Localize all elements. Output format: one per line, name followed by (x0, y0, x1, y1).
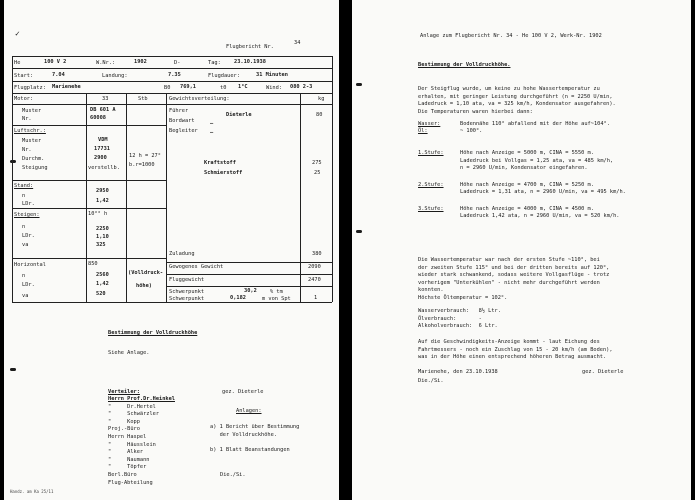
steigen-v3: 325 (96, 242, 106, 248)
zuladung-label: Zuladung (169, 251, 195, 257)
anlagen-item: a) 1 Bericht über Bestimmung (210, 424, 300, 430)
flugplatz-value: Marienehe (52, 84, 81, 90)
steigen-time: 10°° h (88, 211, 108, 217)
tag-label: Tag: (208, 60, 221, 66)
rule (12, 180, 166, 181)
horizontal-v3: 520 (96, 291, 106, 297)
schwerpunkt2-tail: 1 (314, 295, 318, 301)
stufe-line: n = 2960 U/min, Kondensator eingefahren. (460, 165, 588, 171)
rule (12, 56, 13, 302)
steigen-va: va (22, 242, 29, 248)
begleiter-label: Begleiter (169, 128, 198, 134)
motor-label: Motor: (14, 96, 34, 102)
kraftstoff-kg: 275 (312, 160, 322, 166)
luft-v1: VDM (98, 137, 108, 143)
schwerpunkt1-unit: % tm (270, 289, 283, 295)
muster-label: Muster (22, 108, 42, 114)
horizontal-va: va (22, 293, 29, 299)
gewicht-header: Gewichtsverteilung: (169, 96, 230, 102)
anlagen-item: b) 1 Blatt Beanstandungen (210, 447, 290, 453)
t0-label: t0 (220, 85, 227, 91)
water-line: der zweiten Stufe 115° und bei der dritten bereits auf 120°, (418, 264, 610, 271)
schwerpunkt1-value: 30,2 (244, 288, 257, 294)
distribution-item: " Naumann (108, 456, 150, 463)
rule (332, 56, 333, 302)
fuehrer-value: Dieterle (226, 112, 252, 118)
luft-steigung: Steigung (22, 165, 48, 171)
water-line: Die Wassertemperatur war nach der ersten Stufe ~110°, bei (418, 257, 600, 263)
stb-v1: 12 h = 27° (129, 153, 161, 159)
col-stb: Stb (138, 96, 148, 102)
water-line: konnten. (418, 287, 444, 293)
rule (12, 208, 166, 209)
left-signature: gez. Dieterle (222, 389, 264, 395)
steigen-v2: 1,10 (96, 234, 109, 240)
oel-label: Öl: (418, 128, 428, 134)
stand-ldr: LDr. (22, 201, 35, 207)
distribution-item: " Kopp (108, 418, 140, 425)
water-line: Höchste Öltemperatur = 102°. (418, 294, 508, 301)
tag-value: 23.10.1938 (234, 59, 266, 65)
rule (166, 274, 332, 275)
place-date: Marienehe, den 23.10.1938 (418, 369, 498, 375)
consumption-line: Ölverbrauch: - (418, 315, 482, 322)
stufe-line: Höhe nach Anzeige = 4000 m, CINA = 4500 m. (460, 205, 594, 212)
fluggewicht-label: Fluggewicht (169, 277, 205, 283)
landung-value: 7.35 (168, 72, 181, 78)
stufe-line: Höhe nach Anzeige = 5000 m, CINA = 5550 m. (460, 150, 594, 156)
rule (12, 56, 332, 57)
intro-line: Der Steigflug wurde, um keine zu hohe Wassertemperatur zu (418, 86, 600, 92)
stufe-label: 1.Stufe: (418, 150, 444, 156)
wnr-label: W.Nr.: (96, 60, 116, 66)
punch-hole (10, 160, 16, 163)
distribution-item: " Töpfer (108, 464, 147, 471)
wasser-label: Wasser: (418, 121, 441, 127)
consumption-line: Alkoholverbrauch: 6 Ltr. (418, 323, 498, 329)
distribution-item: Proj.-Büro (108, 426, 140, 433)
luft-muster: Muster (22, 138, 42, 144)
distribution-item: " Alker (108, 449, 144, 456)
rule (12, 104, 332, 105)
motor-value-2: 60008 (90, 115, 106, 121)
horizontal-v2: 1,42 (96, 281, 109, 287)
steigen-v1: 2250 (96, 226, 109, 232)
water-line: wieder stark schwankend, sodass weitere Vollgasflüge - trotz (418, 272, 610, 278)
stand-n: n (22, 193, 26, 199)
wnr-value: 1902 (134, 59, 147, 65)
schmierstoff-label: Schmierstoff (204, 170, 243, 176)
right-page (352, 0, 691, 500)
kraftstoff-label: Kraftstoff (204, 160, 236, 166)
left-initials: Die./Si. (220, 472, 246, 478)
right-title: Bestimmung der Volldruckhöhe. (418, 62, 511, 68)
flugplatz-label: Flugplatz: (14, 85, 46, 91)
flugdauer-value: 31 Minuten (256, 72, 288, 78)
b0-label: B0 (164, 85, 171, 91)
footer-note: Handz. am Ka 25/11 (10, 489, 54, 494)
fuehrer-kg: 80 (316, 112, 323, 118)
distribution-item: Herrn Prof.Dr.Heinkel (108, 396, 175, 402)
intro-line: Die Temperaturen waren hierbei dann: (418, 108, 533, 115)
landung-label: Landung: (102, 73, 128, 79)
flugdauer-label: Flugdauer: (208, 73, 240, 79)
closing-line: was in der Höhe einen entsprechend höheren Betrag ausmacht. (418, 354, 607, 360)
stufe-line: Höhe nach Anzeige = 4700 m, CINA = 5250 m. (460, 181, 594, 188)
punch-hole (356, 230, 362, 233)
stb-v2: b.r=1000 (129, 162, 155, 168)
gewogen-kg: 2090 (308, 264, 321, 270)
horizontal-label: Horizontal (14, 262, 46, 268)
wind-value: 080 2-3 (290, 84, 313, 90)
closing-line: Auf die Geschwindigkeits-Anzeige kommt - laut Eichung des (418, 339, 600, 345)
motor-value-1: DB 601 A (90, 107, 116, 113)
distribution-item: " Häusslein (108, 441, 156, 448)
luft-v4: verstellb. (88, 165, 120, 171)
oel-text: ~ 100°. (460, 128, 483, 134)
luft-durchm: Durchm. (22, 156, 45, 162)
consumption-line: Wasserverbrauch: 8½ Ltr. (418, 308, 501, 314)
luft-nr: Nr. (22, 147, 32, 153)
schwerpunkt2-label: Schwerpunkt (169, 296, 205, 302)
t0-value: 1°C (238, 84, 248, 90)
steigen-label: Steigen: (14, 212, 40, 218)
rule (12, 258, 166, 259)
begleiter-value: — (210, 130, 214, 136)
anlagen-item: der Volldruckhöhe. (210, 432, 277, 438)
rule (126, 93, 127, 302)
fuehrer-label: Führer (169, 108, 189, 114)
closing-line: Fahrtmessers - noch ein Zuschlag von 15 - 20 km/h (am Boden), (418, 346, 613, 353)
luftschr-label: Luftschr.: (14, 128, 46, 134)
water-line: vorherigem "Unterkühlen" - nicht mehr durchgeführt werden (418, 279, 600, 286)
stufe-line: Ladedruck bei Vollgas = 1,25 ata, va = 485 km/h, (460, 157, 614, 164)
luft-v2: 17731 (94, 146, 110, 152)
stufe-line: Ladedruck = 1,31 ata, n = 2960 U/min, va = 495 km/h. (460, 189, 626, 195)
distribution-item: Herrn Haspel (108, 434, 147, 440)
bordwart-label: Bordwart (169, 118, 195, 124)
horizontal-time: 850 (88, 261, 98, 267)
steigen-ldr: LDr. (22, 233, 35, 239)
nr-label: Nr. (22, 116, 32, 122)
aircraft-label: He (14, 60, 21, 66)
d-label: D- (174, 60, 181, 66)
stufe-line: Ladedruck 1,42 ata, n = 2960 U/min, va = 520 km/h. (460, 213, 620, 219)
horizontal-n: n (22, 273, 26, 279)
steigen-n: n (22, 224, 26, 230)
rule (86, 93, 87, 302)
luft-v3: 2900 (94, 155, 107, 161)
rule (166, 286, 332, 287)
rule (12, 125, 166, 126)
kg-header: kg (318, 96, 325, 102)
horizontal-v1: 2560 (96, 272, 109, 278)
annex-header: Anlage zum Flugbericht Nr. 34 - He 100 V 2, Werk-Nr. 1902 (420, 33, 602, 39)
anlagen-label: Anlagen: (236, 408, 262, 414)
left-title: Bestimmung der Volldruckhöhe (108, 330, 198, 336)
schwerpunkt2-unit: m von Spt (262, 296, 291, 302)
distribution-item: " Schwärzler (108, 411, 160, 418)
rule (12, 81, 332, 82)
verteiler-label: Verteiler: (108, 389, 140, 395)
schmierstoff-kg: 25 (314, 170, 321, 176)
right-initials: Die./Si. (418, 378, 444, 384)
stand-v1: 2950 (96, 188, 109, 194)
left-page (4, 0, 339, 500)
b0-value: 769,1 (180, 84, 196, 90)
rule (166, 93, 167, 302)
start-value: 7.04 (52, 72, 65, 78)
col-33: 33 (102, 96, 109, 102)
report-number: 34 (294, 40, 301, 46)
check-mark: ✓ (15, 29, 20, 38)
distribution-item: Berl.Büro (108, 472, 137, 478)
schwerpunkt2-value: 0,182 (230, 295, 246, 301)
schwerpunkt1-label: Schwerpunkt (169, 289, 205, 295)
right-signature: gez. Dieterle (582, 369, 624, 375)
gewogen-label: Gewogenes Gewicht (169, 264, 224, 270)
stand-v2: 1,42 (96, 198, 109, 204)
rule (12, 68, 332, 69)
stufe-label: 2.Stufe: (418, 181, 444, 188)
start-label: Start: (14, 73, 34, 79)
horizontal-ldr: LDr. (22, 282, 35, 288)
bordwart-value: — (210, 121, 214, 127)
fluggewicht-kg: 2470 (308, 277, 321, 283)
punch-hole (356, 83, 362, 86)
stand-label: Stand: (14, 183, 34, 189)
intro-line: Ladedruck = 1,10 ata, va = 325 km/h, Kondensator ausgefahren). (418, 101, 616, 107)
distribution-item: " Dr.Hertel (108, 403, 156, 410)
wind-label: Wind: (266, 85, 282, 91)
volldruck-note-2: höhe) (136, 283, 152, 289)
siehe-anlage: Siehe Anlage. (108, 350, 150, 356)
rule (12, 93, 332, 94)
distribution-item: Flug-Abteilung (108, 479, 153, 486)
aircraft-value: 100 V 2 (44, 59, 67, 65)
rule (300, 93, 301, 302)
punch-hole (10, 368, 16, 371)
intro-line: erhalten, mit geringer Leistung durchgeführt (n = 2250 U/min, (418, 93, 613, 100)
volldruck-note-1: (Volldruck- (128, 270, 164, 276)
rule (12, 302, 332, 303)
report-label: Flugbericht Nr. (226, 44, 274, 50)
wasser-text: Bodennähe 110° abfallend mit der Höhe auf~104°. (460, 121, 610, 127)
rule (166, 262, 332, 263)
zuladung-kg: 380 (312, 251, 322, 257)
stufe-label: 3.Stufe: (418, 205, 444, 212)
